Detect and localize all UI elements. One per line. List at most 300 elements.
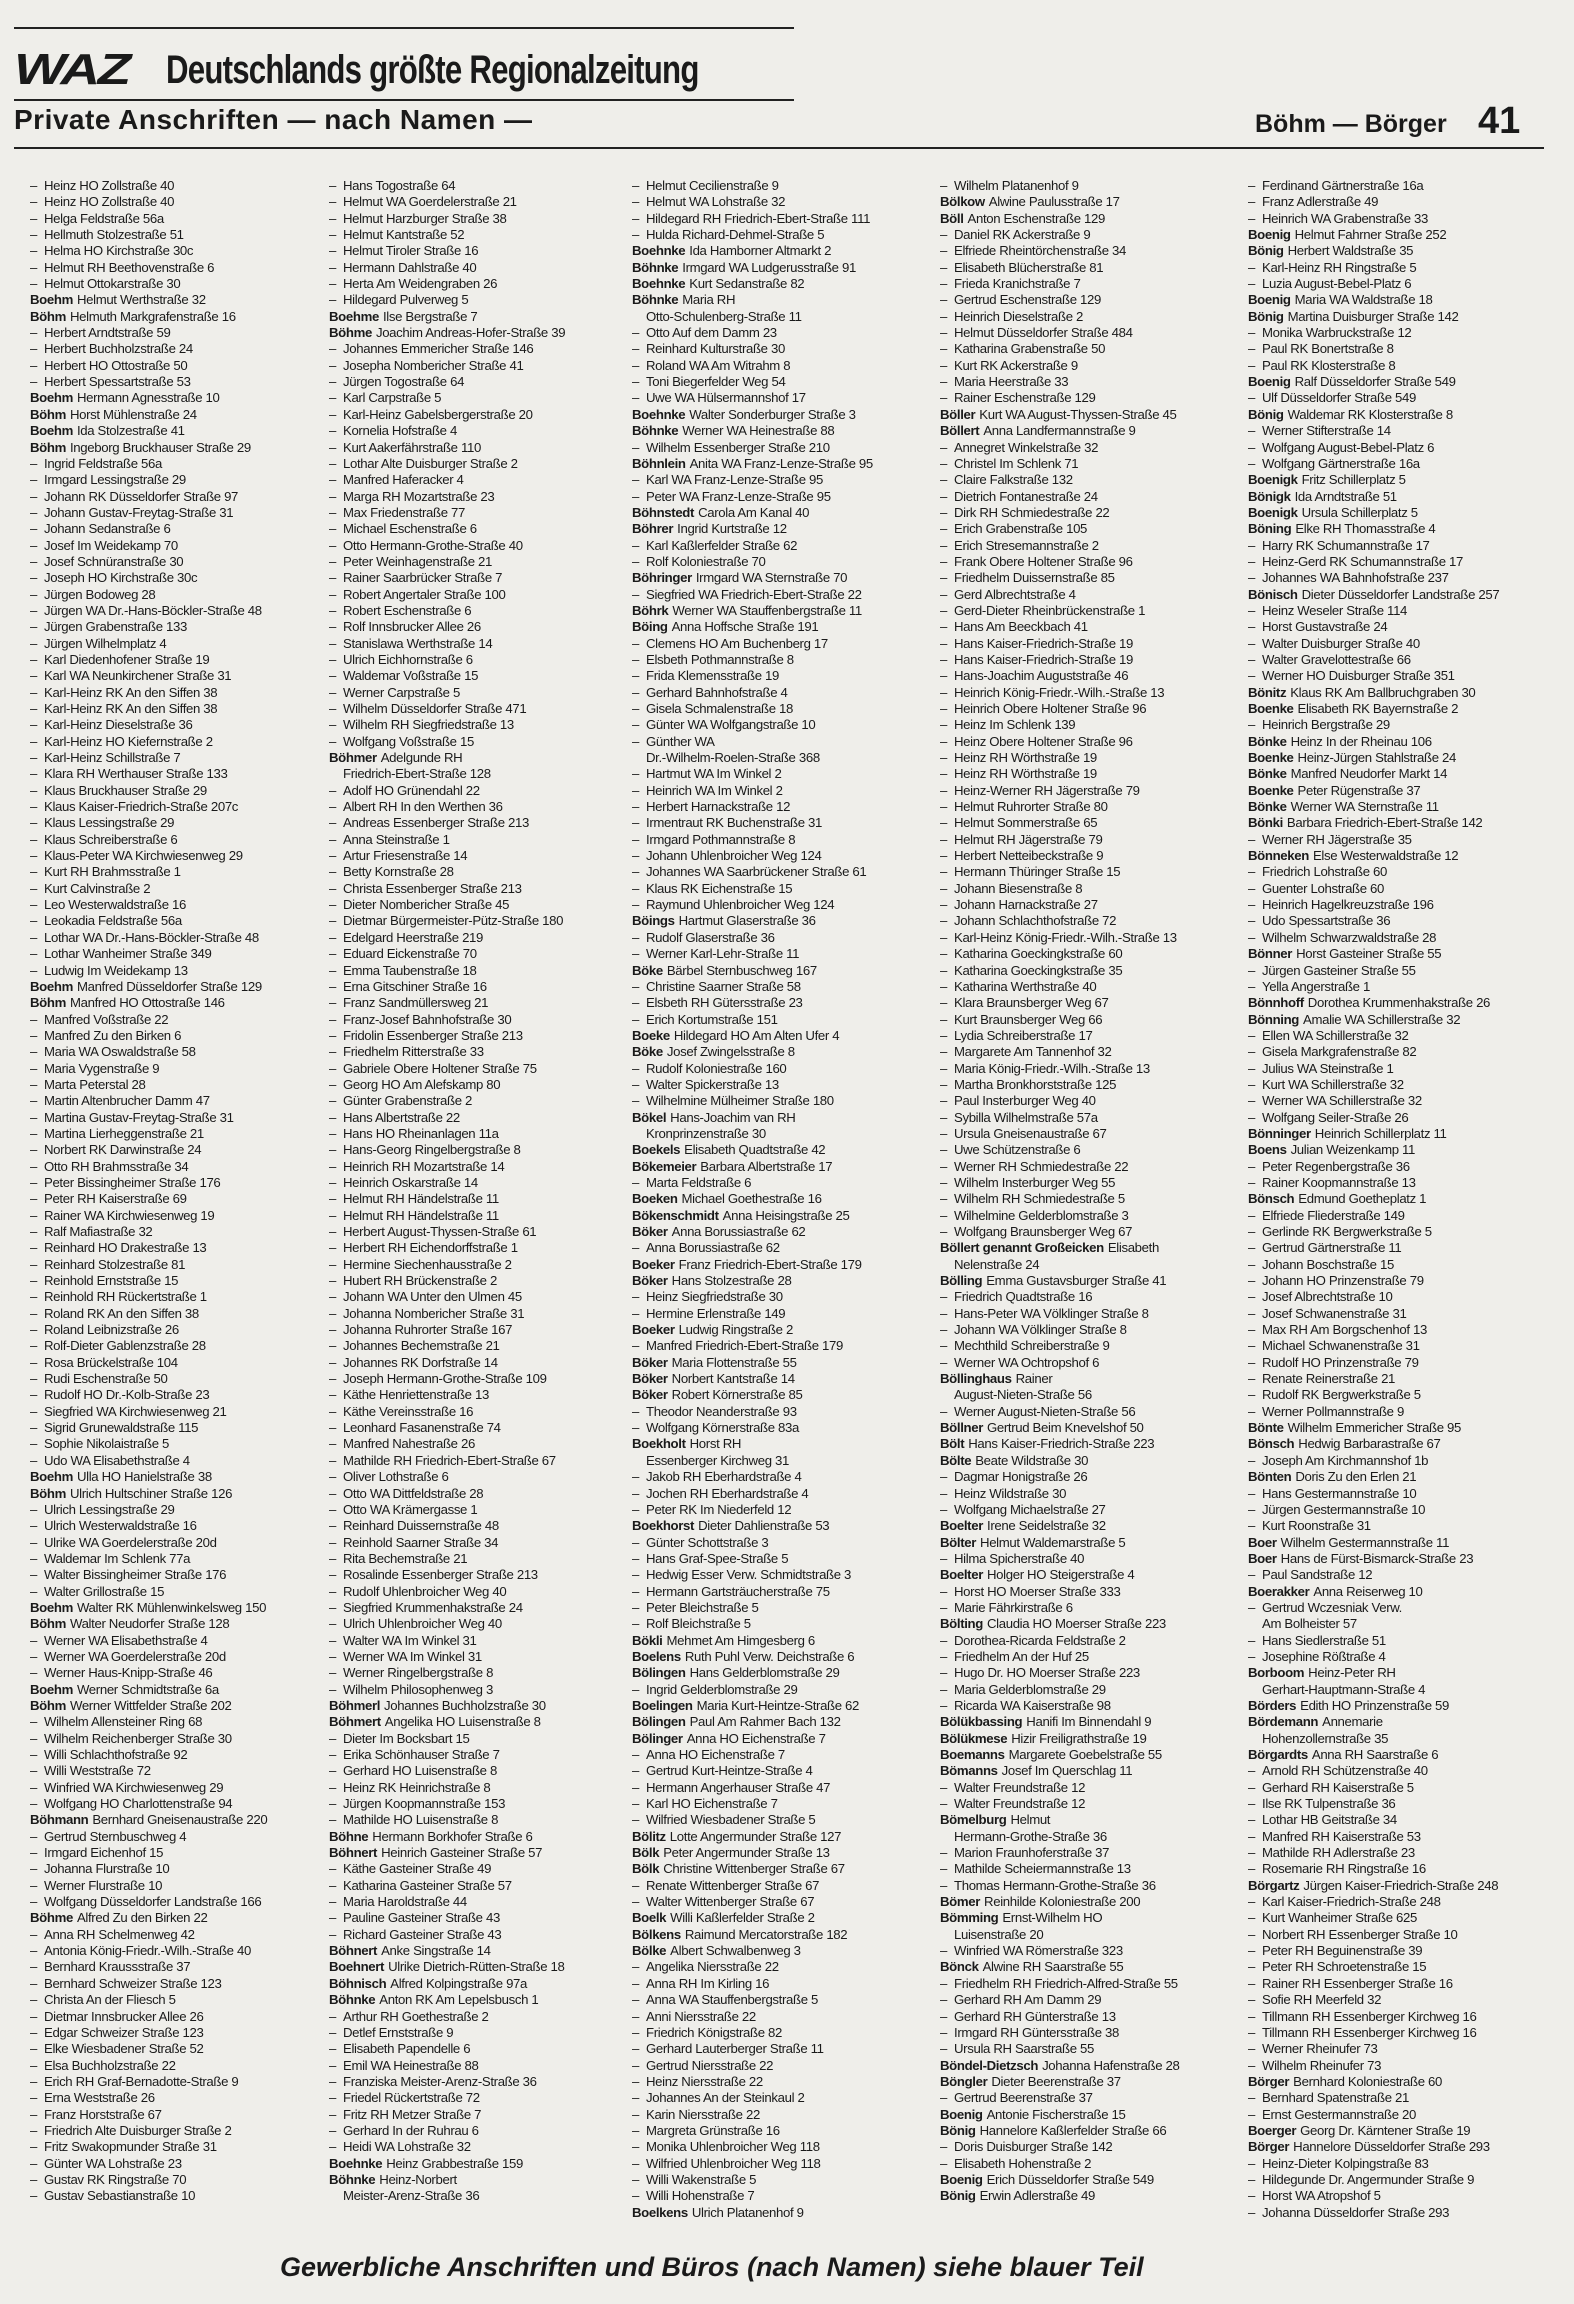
entry-text: Max RH Am Borgschenhof 13 [1262,1322,1427,1338]
surname: Börders [1248,1697,1297,1713]
entry-text: Hans-Joachim van RH [670,1109,796,1125]
listing-entry-surname [940,1453,1240,1469]
entry-text: Wilhelm Platanenhof 9 [954,178,1079,193]
surname: Böker [632,1354,668,1370]
listing-entry [940,701,1240,717]
ditto-dash: – [30,1861,37,1877]
ditto-dash: – [30,1665,37,1681]
listing-entry-surname [1248,374,1548,390]
entry-text: Gerhard In der Ruhrau 6 [343,2122,479,2138]
listing-entry [940,1861,1240,1877]
listing-entry [1248,668,1548,684]
entry-text: Mathilde RH Adlerstraße 23 [1262,1845,1415,1861]
entry-text: Margarete Am Tannenhof 32 [954,1044,1112,1060]
entry-text: Raimund Mercatorstraße 182 [684,1926,848,1942]
listing-entry [30,864,330,880]
listing-entry [30,2139,330,2155]
listing-entry [329,2041,629,2057]
surname: Bönning [1248,1011,1300,1027]
listing-entry [632,1486,932,1502]
listing-entry [329,1191,629,1207]
listing-entry [940,1289,1240,1305]
listing-entry [940,750,1240,766]
listing-entry [940,913,1240,929]
surname: Böhnke [632,292,679,308]
listing-entry [1248,2172,1548,2188]
listing-entry [329,538,629,554]
surname: Bönig [1248,406,1284,422]
entry-text: Dieter Dahlienstraße 53 [698,1518,830,1534]
listing-entry [1248,979,1548,995]
entry-text: Emma Gustavsburger Straße 41 [986,1273,1167,1289]
ditto-dash: – [30,1011,37,1027]
entry-text: Edmund Goetheplatz 1 [1298,1191,1427,1207]
ditto-dash: – [940,1158,947,1174]
listing-entry [329,2009,629,2025]
ditto-dash: – [940,521,947,537]
listing-entry [940,766,1240,782]
entry-text: Dietrich Fontanestraße 24 [954,488,1098,504]
ditto-dash: – [329,978,336,994]
entry-text: Doris Zu den Erlen 21 [1295,1469,1417,1485]
listing-entry-surname [1248,1142,1548,1158]
ditto-dash: – [30,782,37,798]
entry-text: Heinrich Oskarstraße 14 [343,1174,478,1190]
ditto-dash: – [30,815,37,831]
listing-entry [632,799,932,815]
entry-text: Elsa Buchholzstraße 22 [44,2057,176,2073]
ditto-dash: – [940,227,947,243]
entry-text: Helmut RH Beethovenstraße 6 [44,259,215,275]
entry-text: Helmut Kantstraße 52 [343,227,465,243]
entry-text: Kurt WA Schillerstraße 32 [1262,1076,1404,1092]
entry-text: Werner Karl-Lehr-Straße 11 [646,946,800,962]
listing-entry [329,1257,629,1273]
entry-text: Peter RH Schroetenstraße 15 [1262,1959,1427,1975]
surname: Böhnlein [632,455,686,471]
surname: Böhnisch [329,1975,387,1991]
listing-entry [30,717,330,733]
entry-text: Helmut Waldemarstraße 5 [980,1534,1126,1550]
entry-text: Wolfgang HO Charlottenstraße 94 [44,1796,233,1812]
listing-entry [329,440,629,456]
entry-text: Johann Boschstraße 15 [1262,1256,1394,1272]
listing-entry [940,1927,1240,1943]
listing-entry [940,309,1240,325]
entry-text: Ulrich Platanenhof 9 [691,2204,804,2220]
listing-entry [1248,1387,1548,1403]
surname: Bökel [632,1109,667,1125]
listing-entry [30,1878,330,1894]
entry-text: Werner Pollmannstraße 9 [1262,1403,1404,1419]
ditto-dash: – [30,962,37,978]
listing-entry [30,1208,330,1224]
entry-text: Elisabeth RK Bayernstraße 2 [1297,701,1459,716]
listing-entry [632,1126,932,1142]
entry-text: Franz Horststraße 67 [44,2106,162,2122]
surname: Boeker [632,1256,675,1272]
ditto-dash: – [30,1109,37,1125]
listing-entry [1248,1061,1548,1077]
listing-entry [30,963,330,979]
listing-entry-surname [632,1665,932,1681]
entry-text: Jakob RH Eberhardstraße 4 [646,1469,802,1485]
listing-entry-surname [1248,1714,1548,1730]
ditto-dash: – [329,1158,336,1174]
ditto-dash: – [329,1093,336,1109]
entry-text: Werner Stifterstraße 14 [1262,423,1391,439]
listing-entry [940,325,1240,341]
entry-text: Johannes An der Steinkaul 2 [646,2090,805,2106]
ditto-dash: – [1248,1224,1255,1239]
listing-entry [30,2009,330,2025]
listing-entry [632,1567,932,1583]
ditto-dash: – [632,1583,639,1599]
entry-text: Ulla HO Hanielstraße 38 [76,1469,212,1485]
listing-entry-surname [632,619,932,635]
ditto-dash: – [329,815,336,831]
listing-entry [1248,570,1548,586]
ditto-dash: – [1248,1501,1255,1517]
listing-entry [632,358,932,374]
ditto-dash: – [632,2106,639,2122]
surname: Bönsch [1248,1436,1295,1452]
ditto-dash: – [940,1076,947,1092]
entry-text: Erich Düsseldorfer Straße 549 [986,2171,1154,2187]
entry-text: Werner WA Stauffenbergstraße 11 [672,602,862,618]
ditto-dash: – [1248,929,1255,945]
entry-text: Else Westerwaldstraße 12 [1312,848,1459,864]
ditto-dash: – [329,1599,336,1615]
entry-text: Kronprinzenstraße 30 [646,1125,766,1141]
entry-text: Hulda Richard-Dehmel-Straße 5 [646,227,825,243]
ditto-dash: – [1248,913,1255,929]
listing-entry [329,913,629,929]
listing-entry [1248,554,1548,570]
ditto-dash: – [632,2155,639,2171]
entry-text: Johanna Nombericher Straße 31 [343,1305,525,1321]
entry-text: Peter Angermunder Straße 13 [663,1845,830,1861]
ditto-dash: – [30,1975,37,1991]
ditto-dash: – [30,586,37,602]
listing-entry-surname [632,1142,932,1158]
entry-text: Hartmut Glaserstraße 36 [678,913,816,929]
entry-text: Katharina Werthstraße 40 [954,978,1097,994]
ditto-dash: – [632,2139,639,2155]
listing-entry-surname [1248,685,1548,701]
ditto-dash: – [329,880,336,896]
entry-text: Gabriele Obere Holtener Straße 75 [343,1060,537,1076]
listing-entry [329,603,629,619]
surname: Böhnke [632,259,679,275]
ditto-dash: – [940,2139,947,2155]
entry-text: Alfred Zu den Birken 22 [76,1910,208,1926]
ditto-dash: – [1248,635,1255,651]
ditto-dash: – [940,1354,947,1370]
surname: Bölkens [632,1926,681,1942]
ditto-dash: – [329,1469,336,1485]
ditto-dash: – [329,472,336,488]
entry-text: Hans Kaiser-Friedrich-Straße 19 [954,651,1133,667]
ditto-dash: – [30,325,37,341]
ditto-dash: – [1248,1060,1255,1076]
entry-text: Dorothea Krummenhakstraße 26 [1307,995,1491,1011]
entry-text: Martin Altenbrucher Damm 47 [44,1093,210,1109]
listing-entry [329,1731,629,1747]
entry-text: Jürgen Gestermannstraße 10 [1262,1501,1426,1517]
listing-entry [329,2025,629,2041]
listing-entry [329,815,629,831]
listing-entry [632,211,932,227]
ditto-dash: – [940,1060,947,1076]
listing-entry [30,1567,330,1583]
entry-text: Helmut Ottokarstraße 30 [44,276,181,292]
ditto-dash: – [632,586,639,602]
entry-text: Christel Im Schlenk 71 [954,455,1079,471]
listing-entry-surname [329,1976,629,1992]
ditto-dash: – [940,668,947,684]
entry-text: Rosemarie RH Ringstraße 16 [1262,1861,1426,1877]
ditto-dash: – [329,635,336,651]
listing-entry [1248,619,1548,635]
listing-entry [30,685,330,701]
listing-entry [329,1486,629,1502]
listing-entry [30,1861,330,1877]
surname: Böhme [30,1910,73,1926]
entry-text: Wolfgang Michaelstraße 27 [954,1501,1106,1517]
entry-text: Otto WA Dittfeldstraße 28 [343,1485,484,1501]
entry-text: Willi Wakenstraße 5 [646,2171,757,2187]
ditto-dash: – [30,455,37,471]
listing-entry [329,636,629,652]
entry-text: Elsbeth Pothmannstraße 8 [646,651,794,667]
entry-text: Ulrich Westerwaldstraße 16 [44,1518,197,1534]
entry-text: Gertrud Eschenstraße 129 [954,292,1101,308]
ditto-dash: – [329,913,336,929]
listing-entry [940,2139,1240,2155]
ditto-dash: – [329,1011,336,1027]
ditto-dash: – [329,1583,336,1599]
listing-entry [940,1322,1240,1338]
ditto-dash: – [30,750,37,766]
listing-entry [632,995,932,1011]
listing-entry [30,701,330,717]
masthead [14,40,814,92]
entry-text: Willi Schlachthofstraße 92 [44,1747,188,1762]
ditto-dash: – [30,2171,37,2187]
listing-entry-surname [1248,848,1548,864]
entry-text: Ernst-Wilhelm HO [1002,1910,1103,1926]
entry-text: Wilhelm Philosophenweg 3 [343,1681,493,1697]
listing-entry-surname [1248,1436,1548,1452]
ditto-dash: – [940,684,947,700]
listing-entry [1248,2188,1548,2204]
entry-text: Anna Steinstraße 1 [343,831,450,847]
listing-entry [940,1502,1240,1518]
listing-entry [940,440,1240,456]
entry-text: Beate Wildstraße 30 [975,1452,1089,1468]
listing-entry [30,1976,330,1992]
ditto-dash: – [30,570,37,586]
entry-text: Johann Gustav-Freytag-Straße 31 [44,504,234,520]
ditto-dash: – [30,1224,37,1239]
surname: Bölter [940,1534,977,1550]
entry-text: Gisela Schmalenstraße 18 [646,701,793,716]
ditto-dash: – [30,1174,37,1190]
listing-entry [30,358,330,374]
ditto-dash: – [30,1959,37,1975]
entry-text: Käthe Henriettenstraße 13 [343,1387,489,1403]
listing-entry [30,1731,330,1747]
ditto-dash: – [632,488,639,504]
listing-entry [30,750,330,766]
entry-text: Ulrich Eichhornstraße 6 [343,651,473,667]
listing-entry [30,799,330,815]
listing-entry [329,1665,629,1681]
listing-entry [940,685,1240,701]
ditto-dash: – [329,619,336,635]
entry-text: Irene Seidelstraße 32 [987,1518,1106,1534]
entry-text: Gerhard Lauterberger Straße 11 [646,2041,824,2057]
ditto-dash: – [632,1338,639,1354]
listing-entry [329,1224,629,1240]
ditto-dash: – [30,521,37,537]
listing-entry-surname [940,1894,1240,1910]
ditto-dash: – [1248,390,1255,406]
listing-entry [329,276,629,292]
ditto-dash: – [30,2139,37,2155]
surname: Boeken [632,1191,678,1207]
entry-text: Frieda Kranichstraße 7 [954,276,1081,292]
surname: Boekhorst [632,1518,695,1534]
listing-entry [940,1878,1240,1894]
surname: Bönnhoff [1248,995,1304,1011]
listing-entry [329,734,629,750]
entry-text: Karin Niersstraße 22 [646,2106,760,2122]
listing-entry-surname [632,1159,932,1175]
entry-text: Ilse Bergstraße 7 [382,308,478,324]
listing-entry [30,1240,330,1256]
listing-entry [632,1469,932,1485]
entry-text: Helmut WA Lohstraße 32 [646,194,786,210]
entry-text: Walter Gravelottestraße 66 [1262,651,1411,667]
entry-text: Robert Körnerstraße 85 [671,1387,803,1403]
ditto-dash: – [329,2024,336,2040]
entry-text: Heinz Grabbestraße 159 [386,2155,523,2171]
entry-text: Helmut Ruhrorter Straße 80 [954,799,1108,815]
listing-entry [632,864,932,880]
ditto-dash: – [329,2008,336,2024]
listing-entry [940,2041,1240,2057]
listing-entry-surname [632,1110,932,1126]
listing-entry [940,260,1240,276]
ditto-dash: – [30,2106,37,2122]
listing-entry [1248,1322,1548,1338]
entry-text: Ralf Mafiastraße 32 [44,1224,153,1239]
listing-entry [1248,1224,1548,1240]
listing-entry [30,2058,330,2074]
listing-entry [1248,1257,1548,1273]
listing-entry [1248,423,1548,439]
listing-entry [329,685,629,701]
listing-entry [940,276,1240,292]
listing-entry [30,1796,330,1812]
entry-text: Helmut RH Händelstraße 11 [343,1191,499,1207]
listing-entry [30,652,330,668]
ditto-dash: – [329,2073,336,2089]
entry-text: Franziska Meister-Arenz-Straße 36 [343,2073,537,2089]
listing-entry-surname [632,1698,932,1714]
listing-entry [940,1126,1240,1142]
listing-entry [329,930,629,946]
listing-entry [30,178,330,194]
surname: Bölinger [632,1730,683,1746]
surname: Boerger [1248,2122,1297,2138]
ditto-dash: – [30,1747,37,1762]
entry-text: Bernhard Kraussstraße 37 [44,1959,191,1975]
entry-text: Heinrich Schillerplatz 11 [1314,1125,1447,1141]
entry-text: Erna Gitschiner Straße 16 [343,978,487,994]
entry-text: Hans-Joachim Auguststraße 46 [954,668,1129,684]
entry-text: Siegfried Krummenhakstraße 24 [343,1599,523,1615]
ditto-dash: – [940,1093,947,1109]
listing-entry [940,636,1240,652]
ditto-dash: – [30,227,37,243]
ditto-dash: – [329,1207,336,1223]
entry-text: Hermine Siechenhausstraße 2 [343,1256,512,1272]
entry-text: Gustav RK Ringstraße 70 [44,2171,187,2187]
entry-text: Johannes WA Saarbrückener Straße 61 [646,864,867,880]
ditto-dash: – [1248,2024,1255,2040]
entry-text: Karl Kaßlerfelder Straße 62 [646,537,798,553]
entry-text: Kurt RK Ackerstraße 9 [954,357,1078,373]
ditto-dash: – [632,880,639,896]
entry-text: Wilhelm Düsseldorfer Straße 471 [343,701,527,716]
ditto-dash: – [632,210,639,226]
listing-entry [940,668,1240,684]
entry-text: Elisabeth Blücherstraße 81 [954,259,1104,275]
entry-text: Friedrich Königstraße 82 [646,2024,782,2040]
entry-text: Lothar WA Dr.-Hans-Böckler-Straße 48 [44,929,259,945]
listing-entry-surname [632,505,932,521]
listing-entry [940,374,1240,390]
entry-text: Hermann Angerhauser Straße 47 [646,1779,831,1795]
listing-entry [1248,1240,1548,1256]
entry-text: Erwin Adlerstraße 49 [979,2188,1096,2204]
listing-entry-surname [632,2205,932,2221]
entry-text: Ernst Gestermannstraße 20 [1262,2106,1416,2122]
ditto-dash: – [1248,455,1255,471]
entry-text: Peter Bleichstraße 5 [646,1599,759,1615]
entry-text: Harry RK Schumannstraße 17 [1262,537,1430,553]
listing-entry [30,2041,330,2057]
ditto-dash: – [1248,864,1255,880]
listing-entry [1248,1208,1548,1224]
ditto-dash: – [1248,2171,1255,2187]
listing-entry [940,717,1240,733]
listing-entry [329,1061,629,1077]
listing-entry-surname [632,1387,932,1403]
entry-text: Elsbeth RH Gütersstraße 23 [646,995,803,1011]
entry-text: Bernhard Schweizer Straße 123 [44,1975,222,1991]
listing-entry [30,1126,330,1142]
ditto-dash: – [632,1485,639,1501]
surname: Böndel-Dietzsch [940,2057,1039,2073]
ditto-dash: – [940,1289,947,1305]
entry-text: Hermann Thüringer Straße 15 [954,864,1121,880]
ditto-dash: – [632,390,639,406]
surname: Bömer [940,1894,981,1910]
